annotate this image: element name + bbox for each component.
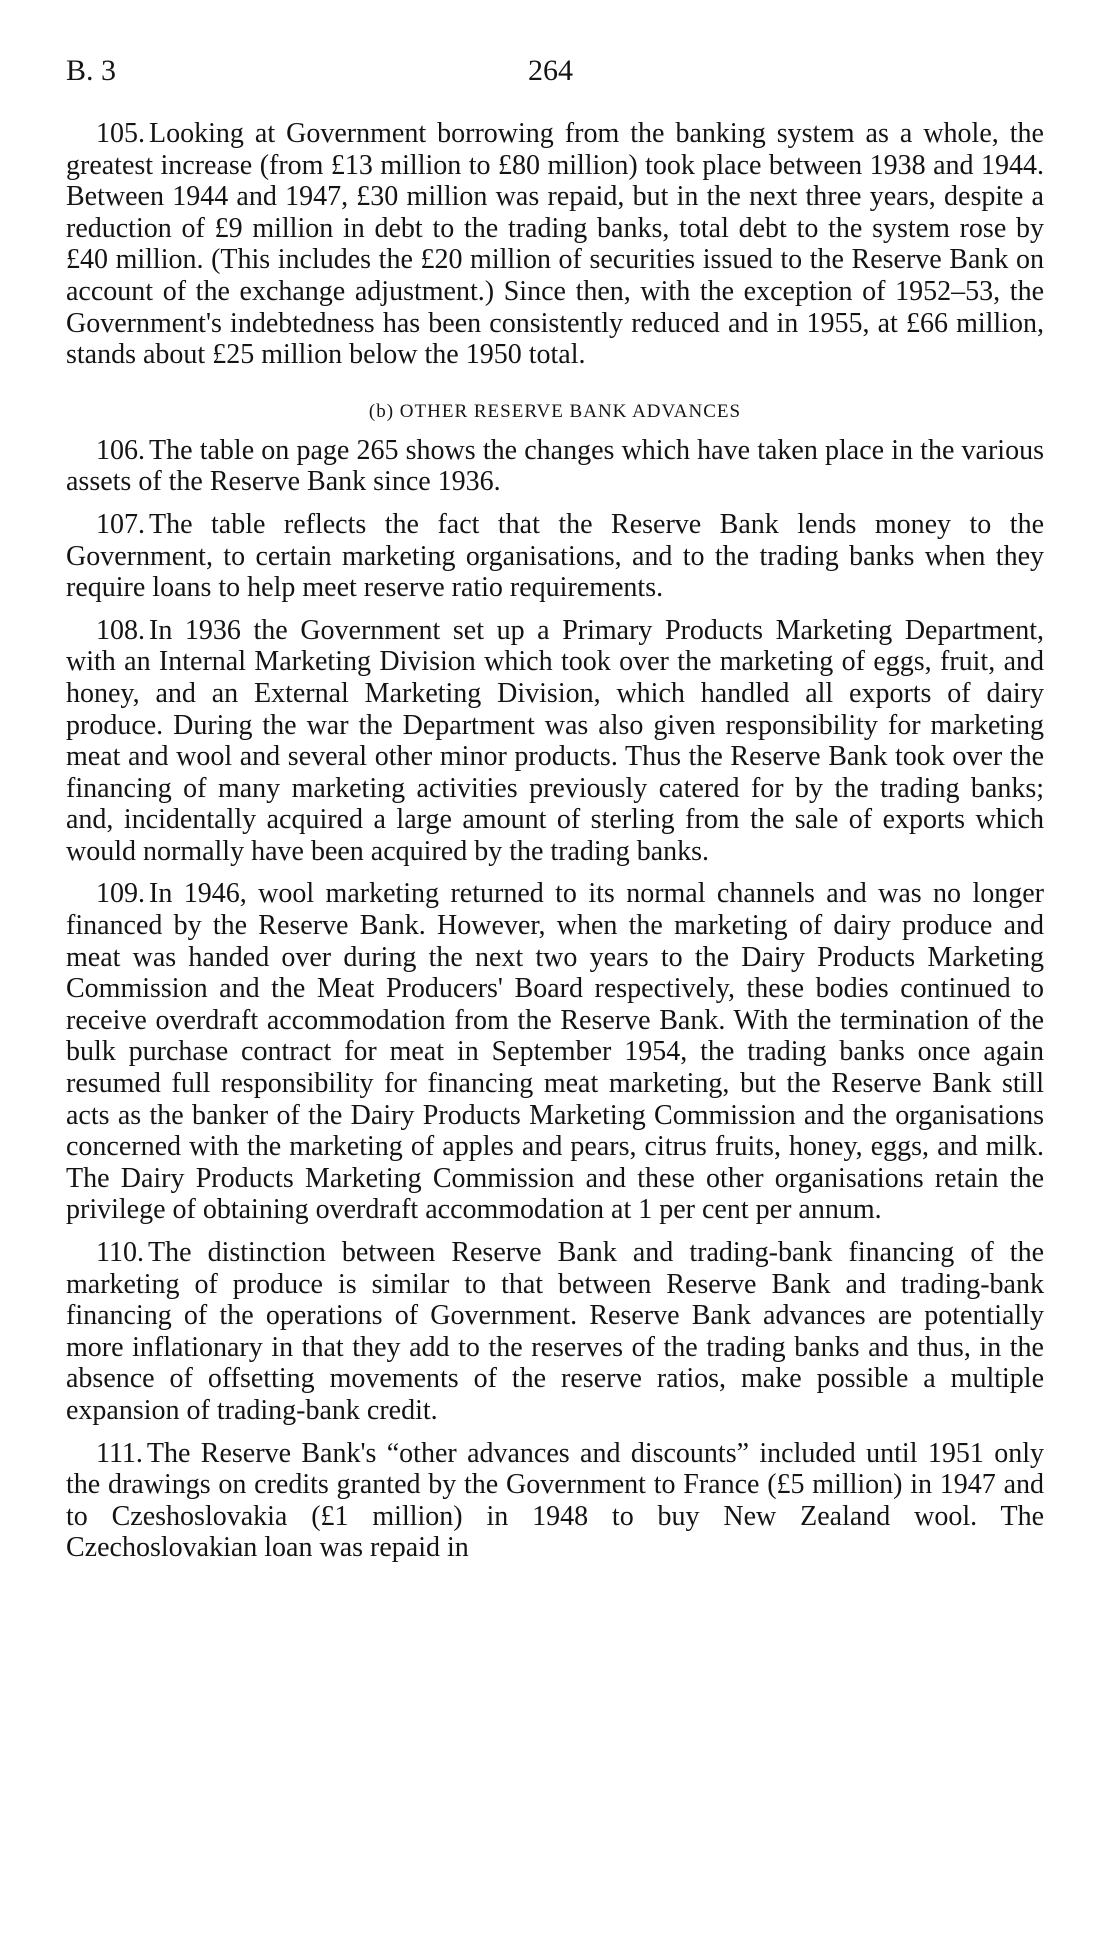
series-label: B. 3 <box>66 54 117 87</box>
paragraph-110 <box>66 1237 1044 1427</box>
paragraph-106 <box>66 435 1044 498</box>
paragraph-108 <box>66 615 1044 868</box>
paragraph-105 <box>66 118 1044 371</box>
section-subheading: (b) OTHER RESERVE BANK ADVANCES <box>368 400 742 422</box>
paragraph-text: In 1946, wool marketing returned to its normal channels and was no longer financed by the Reserve Bank. However, when the marketing of dairy produce and meat was handed over during the next two years to the Dairy Products Marketing Commission and the Meat Producers' Board respectively, these bodies continued to receive overdraft accommodation from the Reserve Bank. With the termination of the bulk purchase contract for meat in September 1954, the trading banks once again resumed full responsibility for financing meat marketing, but the Reserve Bank still acts as the banker of the Dairy Products Marketing Commission and the organisations concerned with the marketing of apples and pears, citrus fruits, honey, eggs, and milk. The Dairy Products Marketing Commission and these other organisations retain the privilege of obtaining overdraft accommodation at 1 per cent per annum. <box>66 878 1044 1226</box>
paragraph-text: The Reserve Bank's “other advances and discounts” included until 1951 only the drawings on credits granted by the Government to France (£5 million) in 1947 and to Czeshoslovakia (£1 million) in 1948 to buy New Zealand wool. The Czechoslovakian loan was repaid in <box>66 1437 1044 1564</box>
paragraph-number: 111. <box>96 1437 143 1469</box>
paragraph-number: 105. <box>96 118 145 149</box>
page-header <box>66 54 1066 94</box>
paragraph-text: The distinction between Reserve Bank and trading-bank financing of the marketing of produce is similar to that between Reserve Bank and trading-bank financing of the operations of Government. Reserve Bank advances are potentially more inflationary in that they add to the reserves of the trading banks and thus, in the absence of offsetting movements of the reserve ratios, make possible a multiple expansion of trading-bank credit. <box>66 1237 1044 1426</box>
page-body <box>66 118 1044 1575</box>
paragraph-text: The table reflects the fact that the Reserve Bank lends money to the Government, to certain marketing organisations, and to the trading banks when they require loans to help meet reserve ratio requirements. <box>66 508 1044 604</box>
paragraph-number: 110. <box>96 1237 144 1268</box>
paragraph-number: 106. <box>96 434 145 466</box>
paragraph-number: 109. <box>96 878 145 910</box>
page-number: 264 <box>528 54 573 87</box>
paragraph-107 <box>66 509 1044 604</box>
paragraph-text: The table on page 265 shows the changes which have taken place in the various assets of the Reserve Bank since 1936. <box>66 434 1044 498</box>
paragraph-text: Looking at Government borrowing from the banking system as a whole, the greatest increase (from £13 million to £80 million) took place between 1938 and 1944. Between 1944 and 1947, £30 million was repaid, but in the next three years, despite a reduction of £9 million in debt to the trading banks, total debt to the system rose by £40 million. (This includes the £20 million of securities issued to the Reserve Bank on account of the exchange adjustment.) Since then, with the exception of 1952–53, the Government's indebtedness has been consistently reduced and in 1955, at £66 million, stands about £25 million below the 1950 total. <box>66 118 1044 371</box>
paragraph-number: 107. <box>96 508 145 540</box>
paragraph-text: In 1936 the Government set up a Primary Products Marketing Department, with an Internal Marketing Division which took over the marketing of eggs, fruit, and honey, and an External Marketing Division, which handled all exports of dairy produce. During the war the Department was also given responsibility for marketing meat and wool and several other minor products. Thus the Reserve Bank took over the financing of many marketing activities previously catered for by the trading banks; and, incidentally acquired a large amount of sterling from the sale of exports which would normally have been acquired by the trading banks. <box>66 614 1044 867</box>
paragraph-111 <box>66 1438 1044 1564</box>
paragraph-number: 108. <box>96 614 145 646</box>
paragraph-109 <box>66 878 1044 1226</box>
